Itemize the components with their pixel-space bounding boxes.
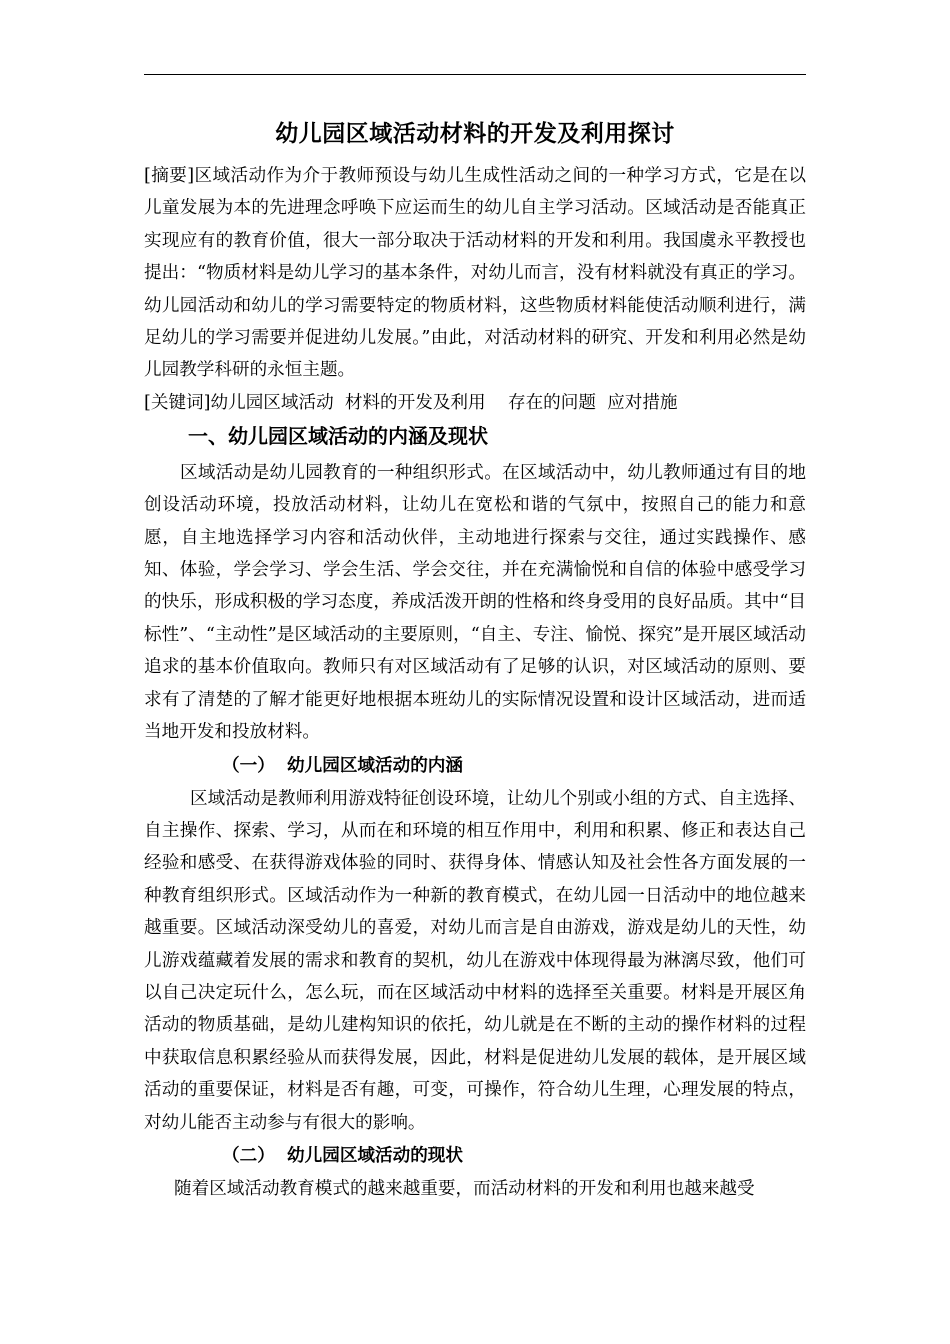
section-paragraph: 区域活动是幼儿园教育的一种组织形式。在区域活动中，幼儿教师通过有目的地创设活动环境，投放活动材料，让幼儿在宽松和谐的气氛中，按照自己的能力和意愿，自主地选择学习内容和活动伙伴，主动地进行探索与交往，通过实践操作、感知、体验，学会学习、学会生活、学会交往，并在充满愉悦和自信的体验中感受学习的快乐，形成积极的学习态度，养成活泼开朗的性格和终身受用的良好品质。其中“目标性”、“主动性”是区域活动的主要原则，“自主、专注、愉悦、探究”是开展区域活动追求的基本价值取向。教师只有对区域活动有了足够的认识，对区域活动的原则、要求有了清楚的了解才能更好地根据本班幼儿的实际情况设置和设计区域活动，进而适当地开发和投放材料。 <box>144 462 806 743</box>
subsection-heading-2: （二） 幼儿园区域活动的现状 <box>222 1144 463 1166</box>
subsection-paragraph-1: 区域活动是教师利用游戏特征创设环境，让幼儿个别或小组的方式、自主选择、自主操作、探索、学习，从而在和环境的相互作用中，利用和积累、修正和表达自己经验和感受、在获得游戏体验的同时、获得身体、情感认知及社会性各方面发展的一种教育组织形式。区域活动作为一种新的教育模式，在幼儿园一日活动中的地位越来越重要。区域活动深受幼儿的喜爱，对幼儿而言是自由游戏，游戏是幼儿的天性，幼儿游戏蕴藏着发展的需求和教育的契机，幼儿在游戏中体现得最为淋漓尽致，他们可以自己决定玩什么，怎么玩，而在区域活动中材料的选择至关重要。材料是开展区角活动的物质基础，是幼儿建构知识的依托，幼儿就是在不断的主动的操作材料的过程中获取信息积累经验从而获得发展，因此，材料是促进幼儿发展的载体，是开展区域活动的重要保证，材料是否有趣，可变，可操作，符合幼儿生理，心理发展的特点，对幼儿能否主动参与有很大的影响。 <box>144 788 806 1133</box>
header-rule <box>144 74 806 75</box>
keywords-line: [关键词]幼儿园区域活动 材料的开发及利用 存在的问题 应对措施 <box>144 392 678 413</box>
document-page <box>144 108 806 1205</box>
section-heading: 一、幼儿园区域活动的内涵及现状 <box>188 423 488 448</box>
abstract-paragraph: [摘要]区域活动作为介于教师预设与幼儿生成性活动之间的一种学习方式，它是在以儿童发展为本的先进理念呼唤下应运而生的幼儿自主学习活动。区域活动是否能真正实现应有的教育价值，很大一部分取决于活动材料的开发和利用。我国虞永平教授也提出：“物质材料是幼儿学习的基本条件，对幼儿而言，没有材料就没有真正的学习。幼儿园活动和幼儿的学习需要特定的物质材料，这些物质材料能使活动顺利进行，满足幼儿的学习需要并促进幼儿发展。”由此，对活动材料的研究、开发和利用必然是幼儿园教学科研的永恒主题。 <box>144 166 806 381</box>
document-title: 幼儿园区域活动材料的开发及利用探讨 <box>275 121 675 147</box>
subsection-paragraph-2: 随着区域活动教育模式的越来越重要，而活动材料的开发和利用也越来越受 <box>174 1178 755 1199</box>
subsection-heading-1: （一） 幼儿园区域活动的内涵 <box>222 754 463 776</box>
